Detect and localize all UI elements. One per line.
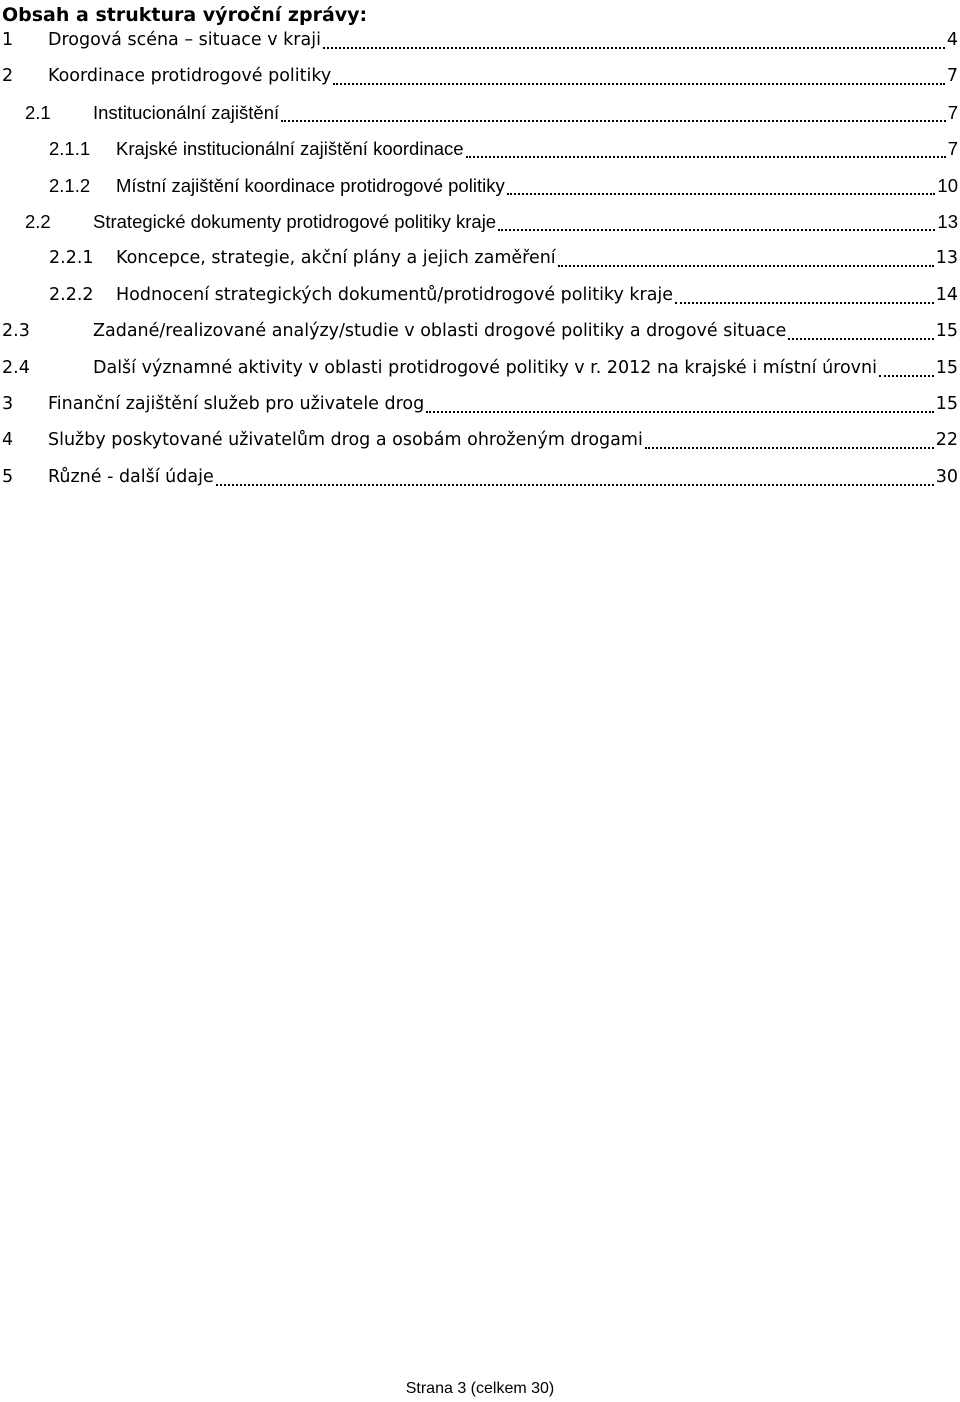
toc-entry-text: Další významné aktivity v oblasti protidrogové politiky v r. 2012 na krajské i místní úrovni (93, 357, 877, 378)
toc-entry-text: Finanční zajištění služeb pro uživatele drog (48, 393, 425, 414)
dot-leader (645, 428, 934, 449)
toc-entry-text: Koncepce, strategie, akční plány a jejich zaměření (116, 248, 556, 269)
toc-entry-leader (48, 465, 960, 489)
toc-entry[interactable] (0, 174, 960, 210)
toc-entry-text: Místní zajištění koordinace protidrogové politiky (116, 174, 505, 196)
toc-entry-number: 2.1 (25, 101, 51, 123)
toc-entry-number: 2.2.1 (49, 248, 94, 269)
dot-leader (558, 246, 934, 267)
dot-leader (879, 356, 934, 377)
toc-entry-text: Drogová scéna – situace v kraji (48, 30, 321, 50)
toc-entry-page: 4 (946, 30, 958, 50)
toc-entry-text: Koordinace protidrogové politiky (48, 66, 332, 87)
toc-entry[interactable] (0, 28, 960, 64)
toc-entry-text: Zadané/realizované analýzy/studie v oblasti drogové politiky a drogové situace (93, 321, 787, 342)
toc-entry-number: 2.2 (25, 210, 51, 232)
toc-entry[interactable] (0, 137, 960, 173)
toc-entry-page: 15 (935, 321, 958, 342)
toc-entry[interactable] (0, 246, 960, 282)
toc-entry-leader (93, 356, 960, 380)
toc-entry-leader (116, 283, 960, 307)
toc-entry-page: 14 (935, 284, 958, 305)
dot-leader (498, 210, 935, 231)
toc-entry[interactable] (0, 101, 960, 137)
dot-leader (333, 64, 945, 85)
toc-entry-number: 2.2.2 (49, 284, 94, 305)
toc-entry[interactable] (0, 465, 960, 501)
toc-entry-page: 13 (935, 248, 958, 269)
dot-leader (507, 174, 936, 195)
dot-leader (426, 392, 933, 413)
toc-entry-leader (48, 392, 960, 416)
dot-leader (216, 465, 934, 486)
toc-entry-number: 2.1.1 (49, 138, 91, 160)
toc-entry-text: Hodnocení strategických dokumentů/protidrogové politiky kraje (116, 284, 674, 305)
toc-entry-text: Institucionální zajištění (93, 101, 280, 123)
toc-entry[interactable] (0, 210, 960, 246)
toc-entry[interactable] (0, 64, 960, 100)
toc-entry-page: 22 (935, 430, 958, 451)
toc-entry-text: Služby poskytované uživatelům drog a osobám ohroženým drogami (48, 430, 643, 451)
toc-entry-page: 7 (947, 101, 958, 123)
toc-entry-number: 2.3 (2, 321, 30, 342)
toc-list (0, 28, 960, 501)
dot-leader (788, 319, 933, 340)
toc-entry-page: 7 (946, 66, 958, 87)
toc-entry-number: 4 (2, 430, 14, 451)
toc-entry[interactable] (0, 356, 960, 392)
toc-entry-number: 2 (2, 66, 14, 87)
toc-entry-page: 10 (937, 174, 958, 196)
toc-entry-page: 15 (935, 393, 958, 414)
toc-entry[interactable] (0, 319, 960, 355)
page-footer: Strana 3 (celkem 30) (405, 1380, 555, 1397)
toc-entry-leader (116, 174, 960, 198)
toc-entry-leader (48, 428, 960, 452)
toc-entry-page: 13 (937, 210, 958, 232)
toc-entry-number: 2.4 (2, 357, 30, 378)
toc-entry-text: Krajské institucionální zajištění koordinace (116, 138, 464, 160)
toc-entry[interactable] (0, 392, 960, 428)
toc-entry-text: Různé - další údaje (48, 466, 214, 487)
toc-entry-leader (116, 137, 960, 161)
toc-entry-leader (48, 64, 960, 88)
toc-entry-number: 1 (2, 30, 14, 50)
toc-entry-number: 2.1.2 (49, 174, 91, 196)
toc-entry-number: 5 (2, 466, 14, 487)
toc-entry-leader (93, 319, 960, 343)
toc-entry-number: 3 (2, 393, 14, 414)
dot-leader (323, 28, 945, 49)
toc-entry-leader (93, 210, 960, 234)
toc-title: Obsah a struktura výroční zprávy: (2, 4, 368, 26)
toc-entry-leader (48, 28, 960, 52)
toc-entry-page: 30 (935, 466, 958, 487)
dot-leader (675, 283, 934, 304)
toc-entry-text: Strategické dokumenty protidrogové politiky kraje (93, 210, 497, 232)
toc-entry-leader (116, 246, 960, 270)
toc-entry-page: 7 (947, 138, 958, 160)
toc-entry[interactable] (0, 283, 960, 319)
toc-entry[interactable] (0, 428, 960, 464)
toc-entry-page: 15 (935, 357, 958, 378)
toc-entry-leader (93, 101, 960, 125)
dot-leader (281, 101, 946, 122)
dot-leader (466, 137, 946, 158)
